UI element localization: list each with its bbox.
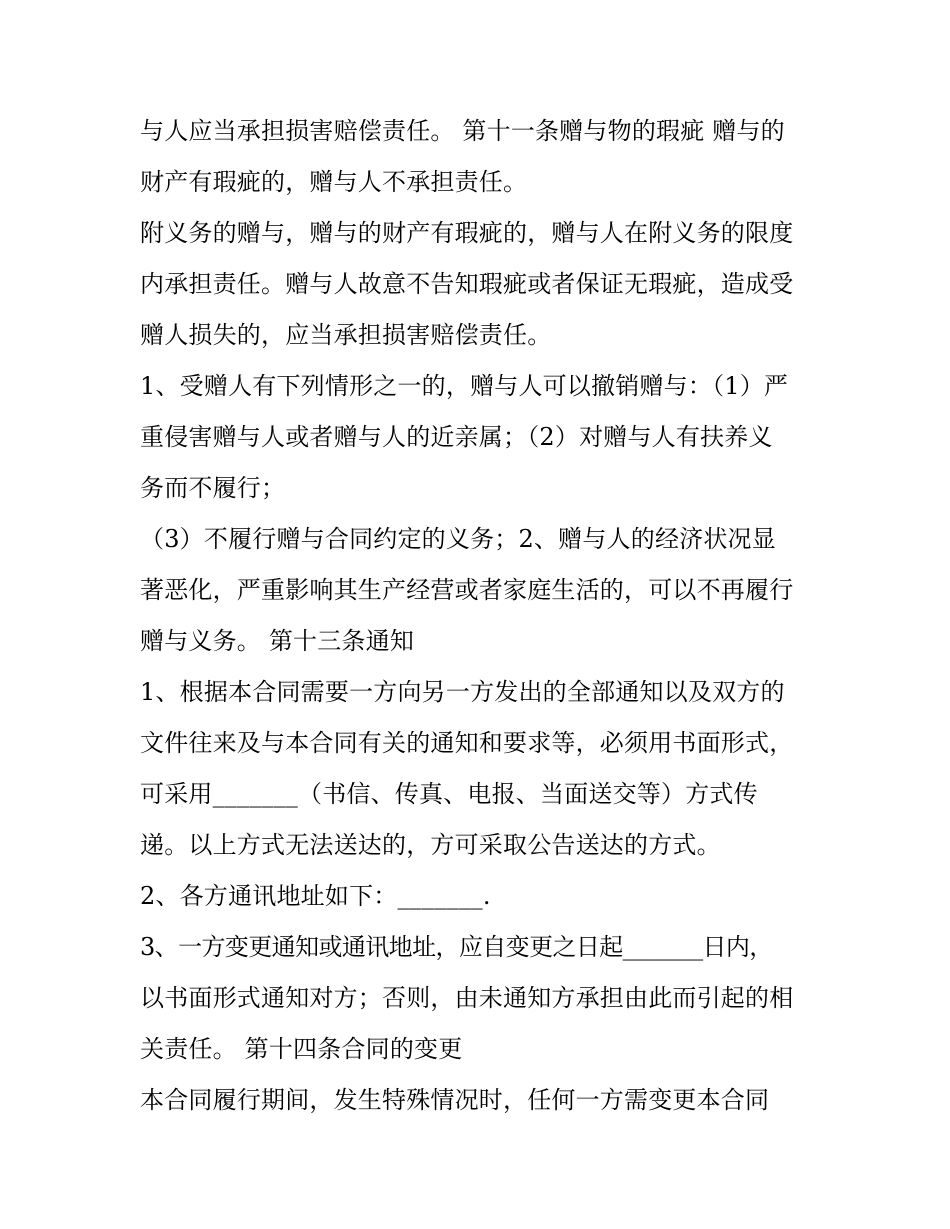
text-line: 赠人损失的，应当承担损害赔偿责任。 xyxy=(140,321,552,349)
text-line: 1、根据本合同需要一方向另一方发出的全部通知以及双方的 xyxy=(140,678,785,706)
text-line: 务而不履行； xyxy=(140,474,286,502)
text-line: 内承担责任。赠与人故意不告知瑕疵或者保证无瑕疵，造成受 xyxy=(140,270,794,298)
text-line: 与人应当承担损害赔偿责任。 第十一条赠与物的瑕疵 赠与的 xyxy=(140,117,785,145)
text-line: 以书面形式通知对方；否则，由未通知方承担由此而引起的相 xyxy=(140,984,794,1012)
text-line: 著恶化，严重影响其生产经营或者家庭生活的，可以不再履行 xyxy=(140,576,794,604)
text-line: 关责任。 第十四条合同的变更 xyxy=(140,1035,463,1063)
text-line: 本合同履行期间，发生特殊情况时，任何一方需变更本合同 xyxy=(140,1086,770,1114)
text-line: 文件往来及与本合同有关的通知和要求等，必须用书面形式， xyxy=(140,729,794,757)
text-line: 赠与义务。 第十三条通知 xyxy=(140,627,415,655)
text-line: 2、各方通讯地址如下：_______. xyxy=(140,882,491,910)
text-line: 附义务的赠与，赠与的财产有瑕疵的，赠与人在附义务的限度 xyxy=(140,219,794,247)
text-line: 1、受赠人有下列情形之一的，赠与人可以撤销赠与：（1）严 xyxy=(140,372,789,400)
text-line: 3、一方变更通知或通讯地址，应自变更之日起_______日内， xyxy=(140,933,773,961)
text-line: 递。以上方式无法送达的，方可采取公告送达的方式。 xyxy=(140,831,721,859)
text-line: 重侵害赠与人或者赠与人的近亲属；（2）对赠与人有扶养义 xyxy=(140,423,773,451)
text-line: 可采用_______（书信、传真、电报、当面送交等）方式传 xyxy=(140,780,758,808)
document-page xyxy=(140,106,820,1126)
text-line: （3）不履行赠与合同约定的义务；2、赠与人的经济状况显 xyxy=(140,525,776,553)
text-line: 财产有瑕疵的，赠与人不承担责任。 xyxy=(140,168,528,196)
